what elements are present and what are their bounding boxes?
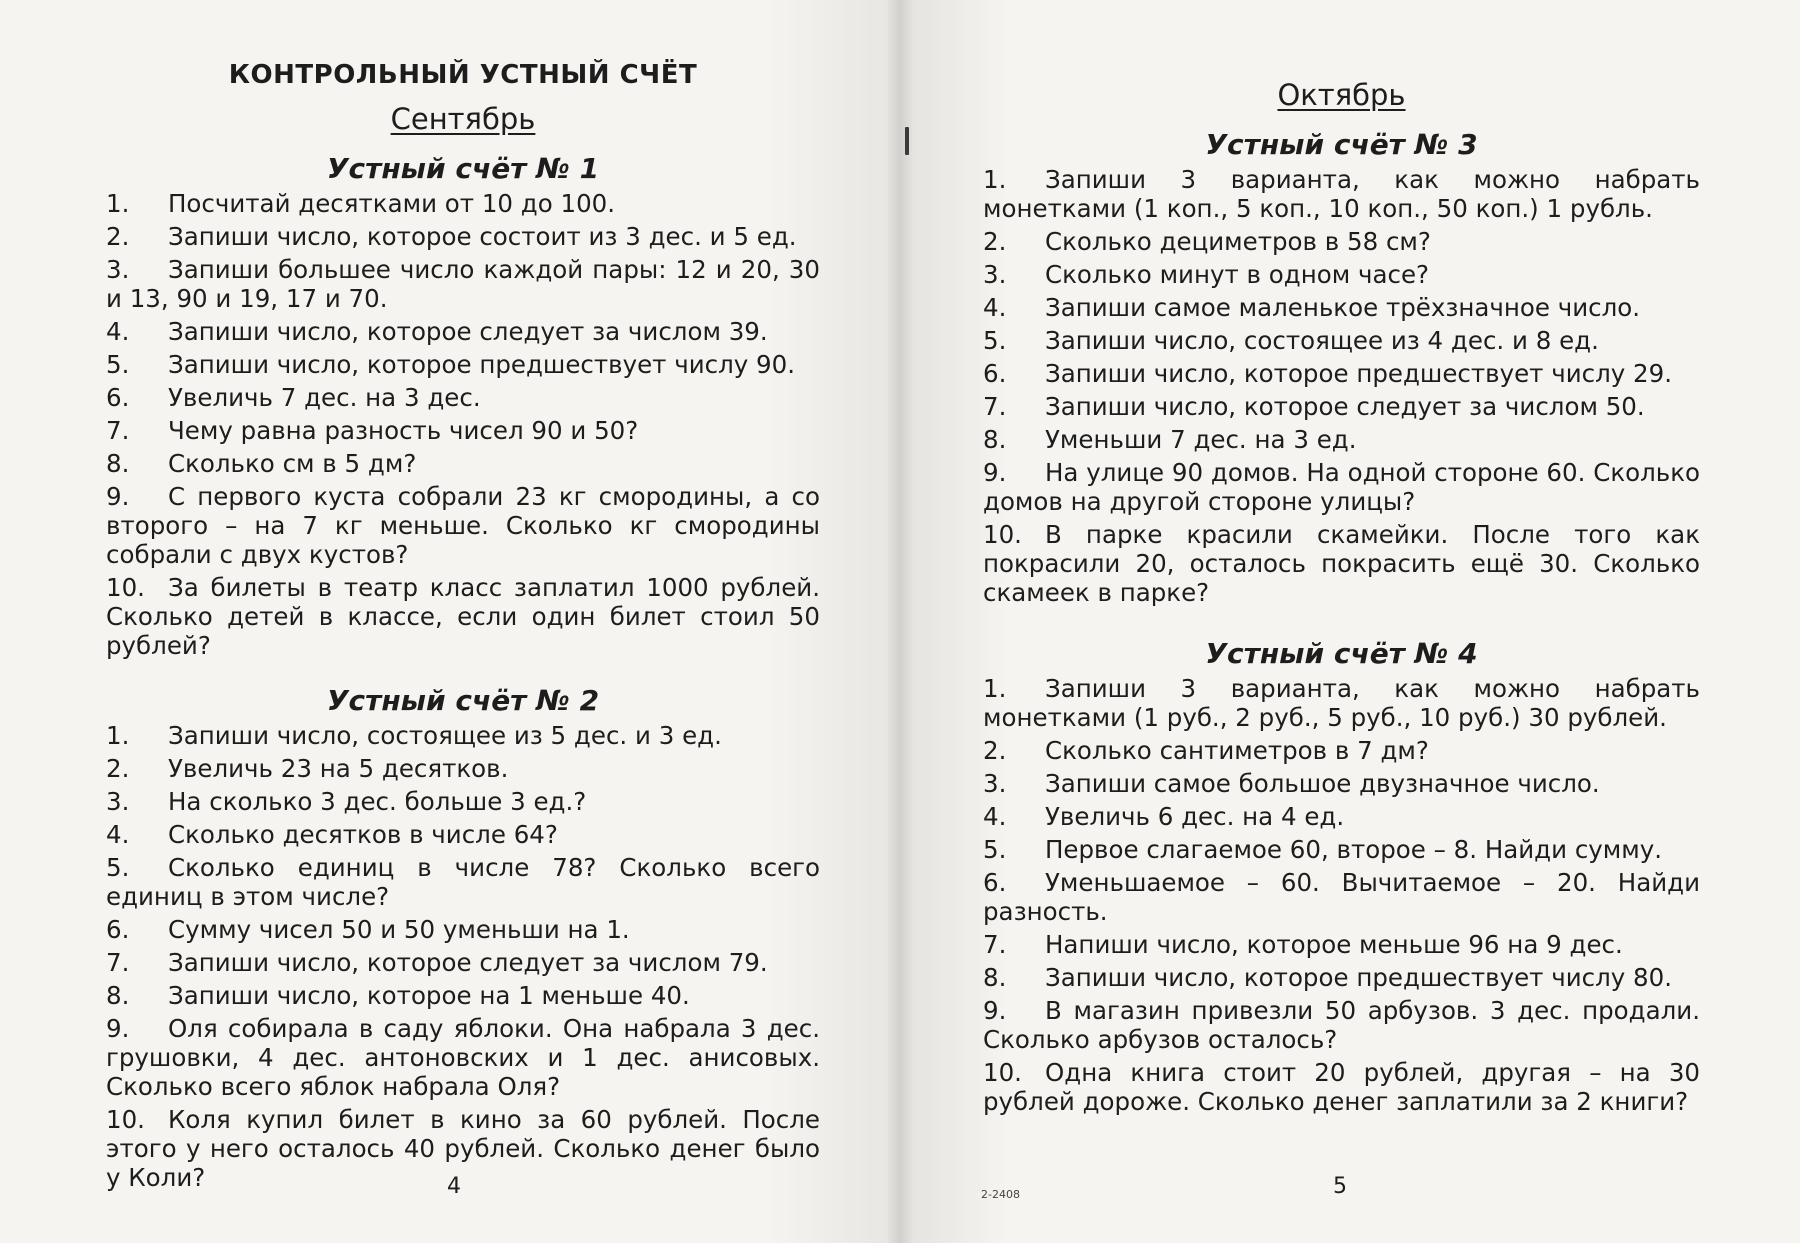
exercise-text: Увеличь 7 дес. на 3 дес. xyxy=(168,383,481,412)
month-heading-october: Октябрь xyxy=(1277,78,1406,112)
exercise-text: Уменьшаемое – 60. Вычитаемое – 20. Найди разность. xyxy=(983,868,1700,926)
exercise-item xyxy=(106,350,820,379)
exercise-number: 6. xyxy=(106,915,130,944)
exercise-item xyxy=(106,482,820,569)
exercise-number: 10. xyxy=(983,1058,1022,1087)
exercise-item xyxy=(983,425,1700,454)
exercise-number: 2. xyxy=(106,222,130,251)
book-title: КОНТРОЛЬНЫЙ УСТНЫЙ СЧЁТ xyxy=(228,60,698,90)
exercise-text: Запиши 3 варианта, как можно набрать монетками (1 руб., 2 руб., 5 руб., 10 руб.) 30 рублей. xyxy=(983,674,1700,732)
exercise-text: Сколько минут в одном часе? xyxy=(1045,260,1430,289)
exercise-number: 5. xyxy=(983,835,1007,864)
exercise-item xyxy=(106,853,820,911)
month-heading-september: Сентябрь xyxy=(390,102,536,136)
exercise-number: 1. xyxy=(983,674,1007,703)
exercise-number: 7. xyxy=(106,416,130,445)
exercise-text: На сколько 3 дес. больше 3 ед.? xyxy=(168,787,587,816)
exercise-number: 10. xyxy=(983,520,1022,549)
exercise-number: 10. xyxy=(106,573,145,602)
exercise-item xyxy=(983,392,1700,421)
exercise-item xyxy=(983,520,1700,607)
right-page-content xyxy=(983,78,1700,1120)
exercise-item xyxy=(106,948,820,977)
exercise-number: 9. xyxy=(106,1014,130,1043)
exercise-number: 1. xyxy=(106,189,130,218)
exercise-number: 7. xyxy=(106,948,130,977)
exercise-item xyxy=(106,915,820,944)
exercise-text: Уменьши 7 дес. на 3 ед. xyxy=(1045,425,1357,454)
exercise-number: 6. xyxy=(983,868,1007,897)
exercise-item xyxy=(106,754,820,783)
exercise-number: 9. xyxy=(983,458,1007,487)
exercise-number: 3. xyxy=(983,769,1007,798)
exercise-item xyxy=(106,255,820,313)
exercise-number: 4. xyxy=(983,802,1007,831)
exercise-list-2 xyxy=(106,721,820,1192)
exercise-text: С первого куста собрали 23 кг смородины, а со второго – на 7 кг меньше. Сколько кг смородины собрали с двух кустов? xyxy=(106,482,820,569)
exercise-list-3 xyxy=(983,165,1700,607)
exercise-number: 7. xyxy=(983,930,1007,959)
exercise-text: Запиши большее число каждой пары: 12 и 20, 30 и 13, 90 и 19, 17 и 70. xyxy=(106,255,820,313)
binding-staple xyxy=(905,127,909,155)
exercise-item xyxy=(983,996,1700,1054)
exercise-number: 1. xyxy=(983,165,1007,194)
exercise-number: 5. xyxy=(983,326,1007,355)
book-gutter xyxy=(888,0,912,1243)
exercise-number: 7. xyxy=(983,392,1007,421)
exercise-text: Запиши число, которое предшествует числу 80. xyxy=(1045,963,1672,992)
exercise-item xyxy=(106,1105,820,1192)
exercise-text: Оля собирала в саду яблоки. Она набрала 3 дес. грушовки, 4 дес. антоновских и 1 дес. анисовых. Сколько всего яблок набрала Оля? xyxy=(106,1014,820,1101)
exercise-item xyxy=(983,293,1700,322)
exercise-item xyxy=(106,981,820,1010)
exercise-number: 2. xyxy=(983,227,1007,256)
exercise-text: Запиши самое большое двузначное число. xyxy=(1045,769,1600,798)
exercise-number: 5. xyxy=(106,853,130,882)
exercise-item xyxy=(106,222,820,251)
section-title-2: Устный счёт № 2 xyxy=(326,684,600,717)
exercise-item xyxy=(983,736,1700,765)
exercise-item xyxy=(983,769,1700,798)
print-code: 2-2408 xyxy=(981,1188,1020,1201)
exercise-text: Запиши число, которое предшествует числу 90. xyxy=(168,350,795,379)
exercise-text: Запиши число, состоящее из 5 дес. и 3 ед. xyxy=(168,721,722,750)
exercise-text: Сколько десятков в числе 64? xyxy=(168,820,558,849)
exercise-text: Запиши число, которое предшествует числу 29. xyxy=(1045,359,1672,388)
exercise-item xyxy=(983,930,1700,959)
exercise-number: 4. xyxy=(983,293,1007,322)
exercise-item xyxy=(106,1014,820,1101)
exercise-text: За билеты в театр класс заплатил 1000 рублей. Сколько детей в классе, если один билет стоил 50 рублей? xyxy=(106,573,820,660)
exercise-number: 9. xyxy=(983,996,1007,1025)
exercise-number: 4. xyxy=(106,317,130,346)
exercise-number: 2. xyxy=(983,736,1007,765)
exercise-number: 6. xyxy=(106,383,130,412)
exercise-item xyxy=(983,674,1700,732)
exercise-number: 9. xyxy=(106,482,130,511)
exercise-item xyxy=(106,416,820,445)
exercise-text: Коля купил билет в кино за 60 рублей. После этого у него осталось 40 рублей. Сколько денег было у Коли? xyxy=(106,1105,820,1192)
exercise-text: Сколько дециметров в 58 см? xyxy=(1045,227,1431,256)
exercise-text: На улице 90 домов. На одной стороне 60. Сколько домов на другой стороне улицы? xyxy=(983,458,1700,516)
exercise-text: Запиши число, состоящее из 4 дес. и 8 ед. xyxy=(1045,326,1599,355)
exercise-text: Чему равна разность чисел 90 и 50? xyxy=(168,416,639,445)
exercise-item xyxy=(983,963,1700,992)
exercise-item xyxy=(106,573,820,660)
exercise-number: 3. xyxy=(106,787,130,816)
exercise-item xyxy=(983,835,1700,864)
section-title-4: Устный счёт № 4 xyxy=(1205,637,1478,670)
exercise-item xyxy=(983,227,1700,256)
exercise-number: 6. xyxy=(983,359,1007,388)
exercise-text: Одна книга стоит 20 рублей, другая – на 30 рублей дороже. Сколько денег заплатили за 2 книги? xyxy=(983,1058,1700,1116)
exercise-text: Запиши число, которое следует за числом 50. xyxy=(1045,392,1645,421)
exercise-list-4 xyxy=(983,674,1700,1116)
exercise-text: Запиши 3 варианта, как можно набрать монетками (1 коп., 5 коп., 10 коп., 50 коп.) 1 рубль. xyxy=(983,165,1700,223)
exercise-item xyxy=(106,449,820,478)
section-title-1: Устный счёт № 1 xyxy=(326,152,600,185)
exercise-item xyxy=(106,721,820,750)
exercise-item xyxy=(983,1058,1700,1116)
exercise-number: 8. xyxy=(106,449,130,478)
page-number-left: 4 xyxy=(447,1174,461,1199)
exercise-text: Сколько см в 5 дм? xyxy=(168,449,417,478)
exercise-list-1 xyxy=(106,189,820,660)
exercise-item xyxy=(106,787,820,816)
exercise-text: Запиши число, которое на 1 меньше 40. xyxy=(168,981,690,1010)
exercise-text: В парке красили скамейки. После того как покрасили 20, осталось покрасить ещё 30. Сколько скамеек в парке? xyxy=(983,520,1700,607)
exercise-text: Посчитай десятками от 10 до 100. xyxy=(168,189,616,218)
exercise-item xyxy=(983,165,1700,223)
exercise-number: 1. xyxy=(106,721,130,750)
exercise-text: Напиши число, которое меньше 96 на 9 дес. xyxy=(1045,930,1623,959)
exercise-number: 3. xyxy=(983,260,1007,289)
exercise-text: Запиши число, которое состоит из 3 дес. и 5 ед. xyxy=(168,222,797,251)
exercise-item xyxy=(983,326,1700,355)
exercise-text: Сумму чисел 50 и 50 уменьши на 1. xyxy=(168,915,630,944)
left-page-content xyxy=(106,60,820,1196)
exercise-item xyxy=(983,868,1700,926)
exercise-item xyxy=(106,383,820,412)
exercise-number: 10. xyxy=(106,1105,145,1134)
exercise-item xyxy=(983,260,1700,289)
exercise-text: Увеличь 23 на 5 десятков. xyxy=(168,754,509,783)
section-title-3: Устный счёт № 3 xyxy=(1205,128,1478,161)
exercise-number: 8. xyxy=(983,963,1007,992)
exercise-item xyxy=(983,458,1700,516)
exercise-item xyxy=(106,189,820,218)
exercise-number: 2. xyxy=(106,754,130,783)
exercise-number: 5. xyxy=(106,350,130,379)
exercise-text: В магазин привезли 50 арбузов. 3 дес. продали. Сколько арбузов осталось? xyxy=(983,996,1700,1054)
exercise-item xyxy=(106,317,820,346)
exercise-item xyxy=(983,359,1700,388)
exercise-item xyxy=(106,820,820,849)
exercise-number: 8. xyxy=(983,425,1007,454)
exercise-text: Увеличь 6 дес. на 4 ед. xyxy=(1045,802,1345,831)
right-page xyxy=(900,0,1800,1243)
exercise-text: Запиши число, которое следует за числом 39. xyxy=(168,317,768,346)
page-number-right: 5 xyxy=(1333,1174,1347,1199)
exercise-number: 8. xyxy=(106,981,130,1010)
exercise-text: Сколько сантиметров в 7 дм? xyxy=(1045,736,1429,765)
exercise-text: Первое слагаемое 60, второе – 8. Найди сумму. xyxy=(1045,835,1663,864)
exercise-text: Запиши число, которое следует за числом 79. xyxy=(168,948,768,977)
exercise-number: 4. xyxy=(106,820,130,849)
exercise-text: Запиши самое маленькое трёхзначное число. xyxy=(1045,293,1641,322)
exercise-number: 3. xyxy=(106,255,130,284)
exercise-text: Сколько единиц в числе 78? Сколько всего единиц в этом числе? xyxy=(106,853,820,911)
exercise-item xyxy=(983,802,1700,831)
